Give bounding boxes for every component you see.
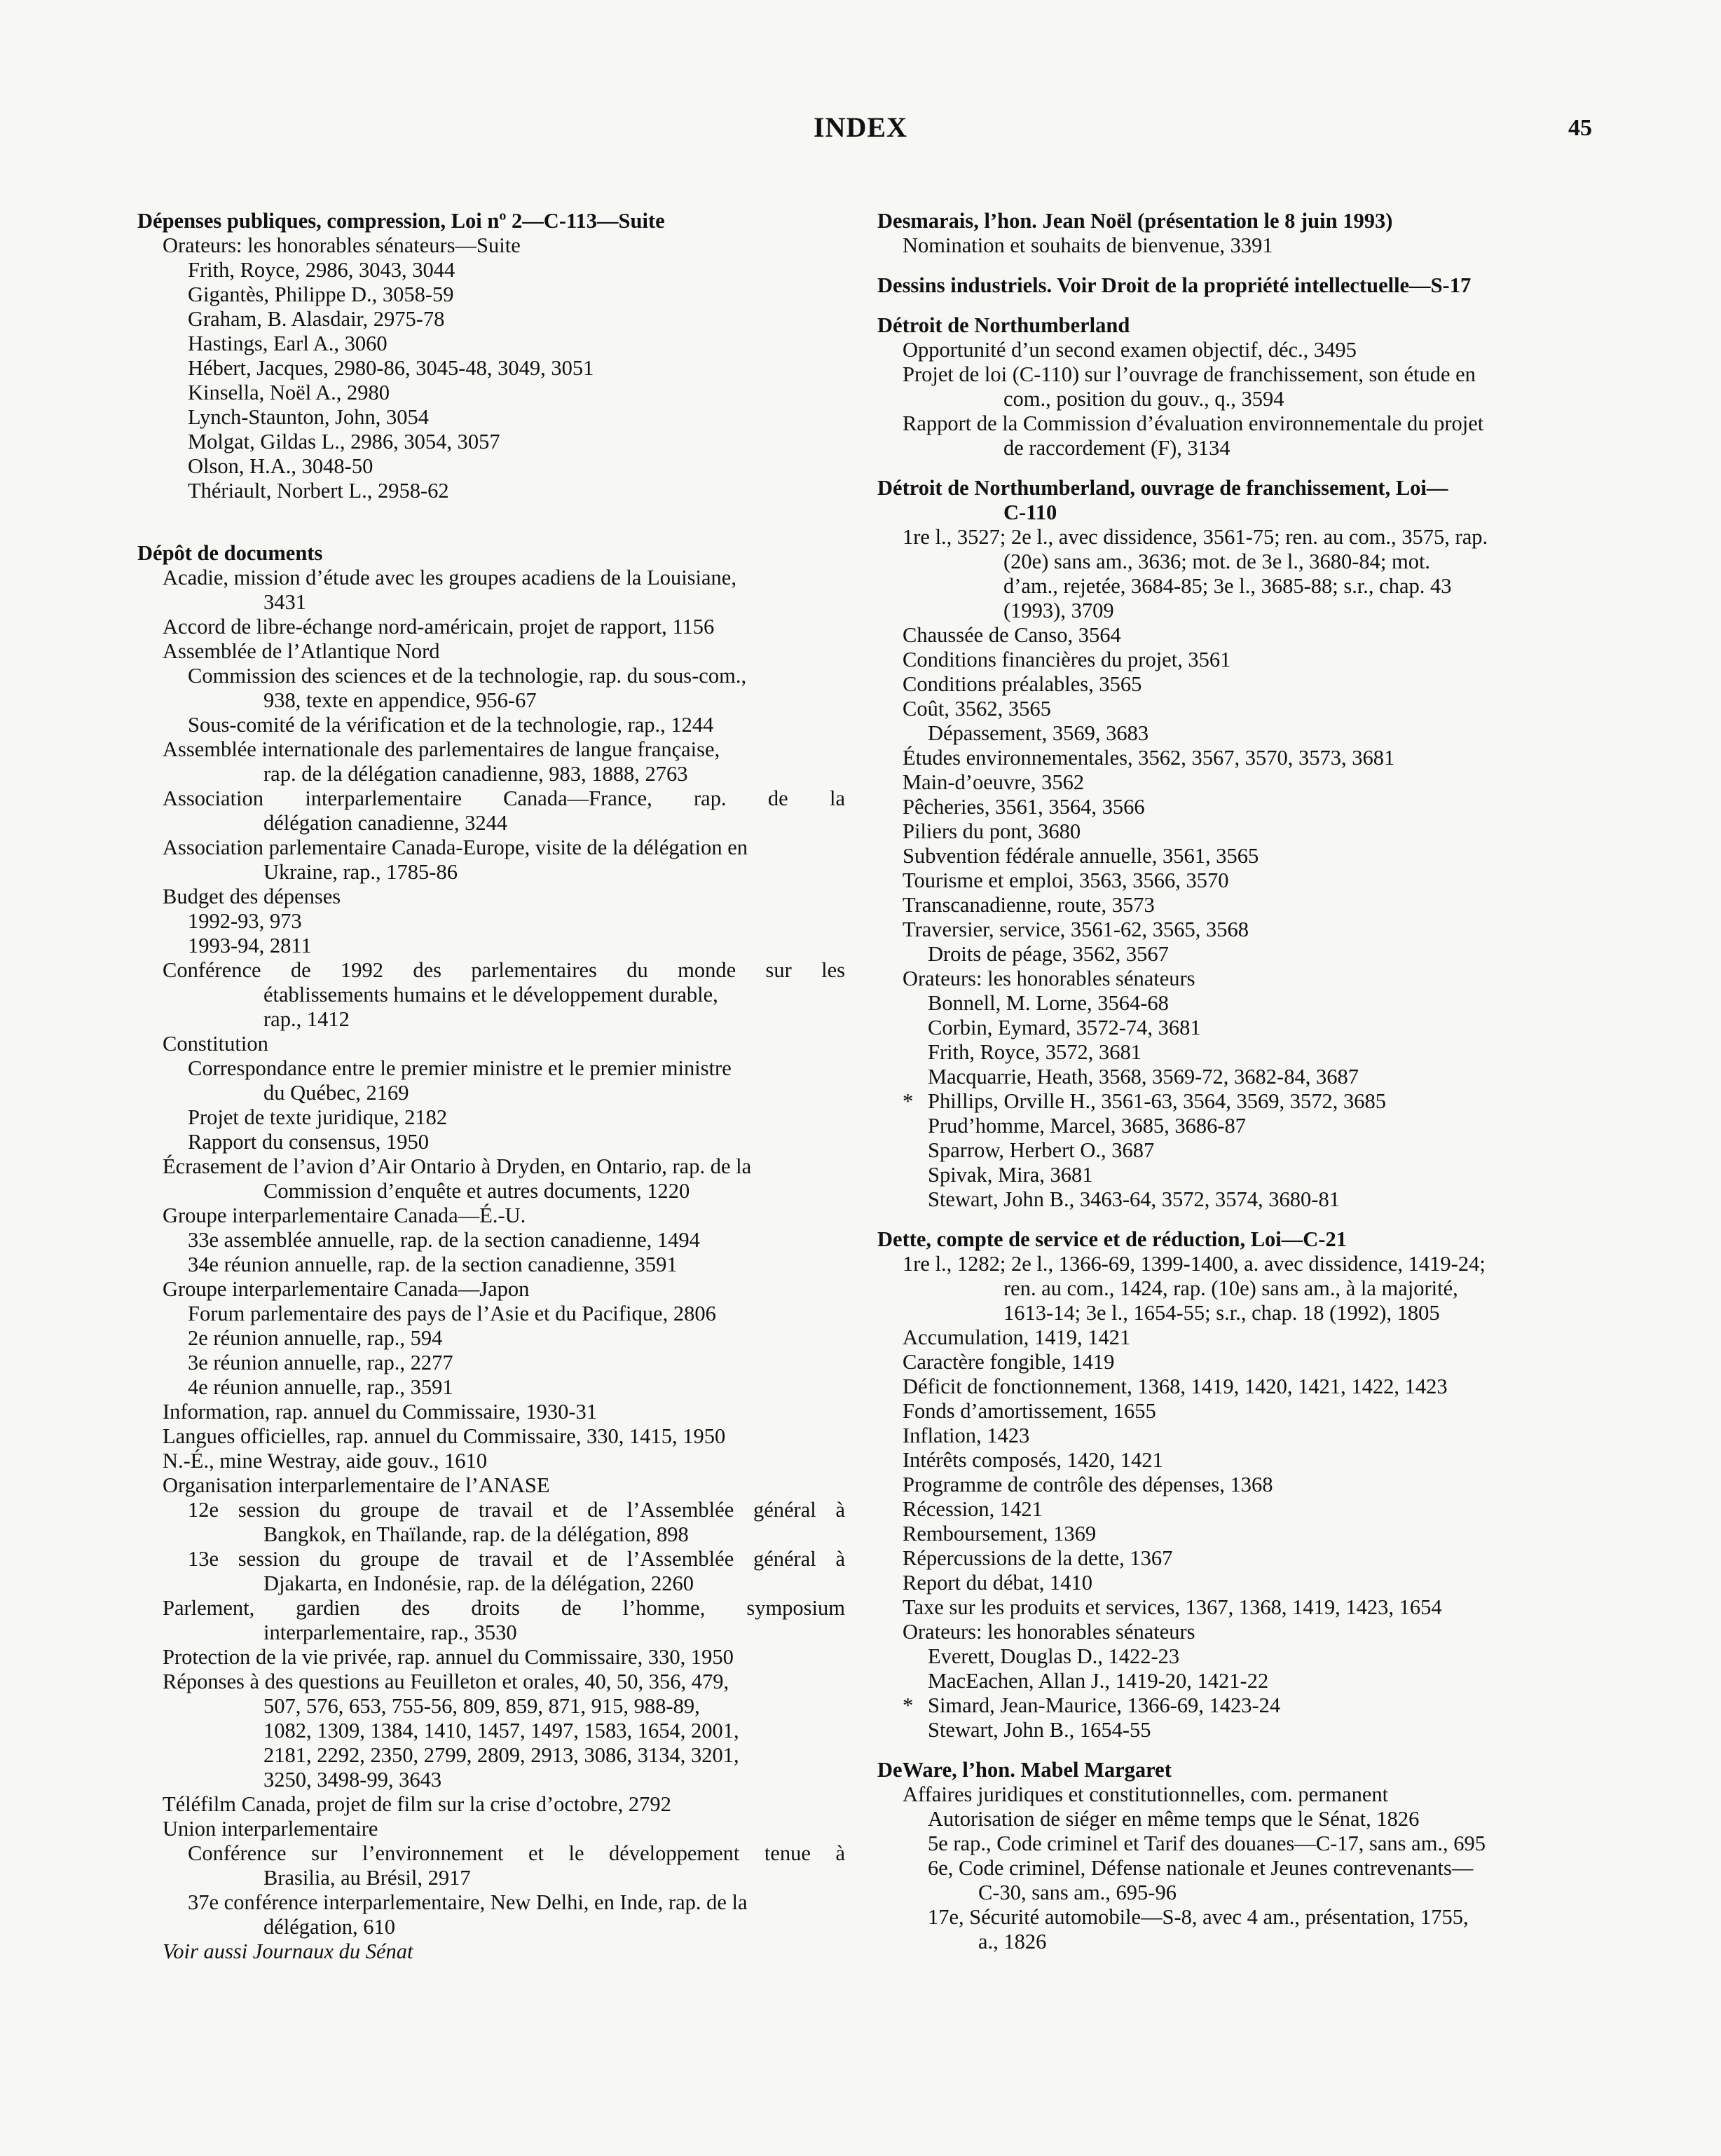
index-line: Commission d’enquête et autres documents, 1220	[263, 1179, 690, 1203]
page-number: 45	[1568, 115, 1592, 141]
index-line: 13e session du groupe de travail et de l’Assemblée général à	[188, 1547, 845, 1571]
index-line: Association interparlementaire Canada—France, rap. de la	[163, 786, 845, 810]
index-line: Graham, B. Alasdair, 2975-78	[188, 307, 445, 331]
index-line: Djakarta, en Indonésie, rap. de la délégation, 2260	[263, 1571, 694, 1595]
index-line: interparlementaire, rap., 3530	[263, 1621, 517, 1644]
index-line: Déficit de fonctionnement, 1368, 1419, 1420, 1421, 1422, 1423	[903, 1374, 1448, 1398]
index-line: Autorisation de siéger en même temps que le Sénat, 1826	[928, 1807, 1420, 1831]
index-line: Information, rap. annuel du Commissaire, 1930-31	[163, 1400, 598, 1424]
index-line: Rapport de la Commission d’évaluation environnementale du projet	[903, 411, 1484, 435]
index-line: Molgat, Gildas L., 2986, 3054, 3057	[188, 430, 500, 453]
index-line: 2181, 2292, 2350, 2799, 2809, 2913, 3086, 3134, 3201,	[263, 1743, 739, 1767]
index-line: Bangkok, en Thaïlande, rap. de la délégation, 898	[263, 1522, 689, 1546]
asterisk-marker: *	[903, 1089, 914, 1113]
index-line: Tourisme et emploi, 3563, 3566, 3570	[903, 868, 1229, 892]
index-line: Conditions financières du projet, 3561	[903, 648, 1231, 671]
index-line: 12e session du groupe de travail et de l’Assemblée général à	[188, 1498, 845, 1522]
index-line-text: Phillips, Orville H., 3561-63, 3564, 3569, 3572, 3685	[928, 1089, 1387, 1113]
index-line: Bonnell, M. Lorne, 3564-68	[928, 991, 1169, 1015]
index-line: Frith, Royce, 3572, 3681	[928, 1040, 1141, 1064]
index-line: 1992-93, 973	[188, 909, 302, 933]
index-line: rap., 1412	[263, 1007, 350, 1031]
entry-heading: Dépenses publiques, compression, Loi nº 2—C-113—Suite	[137, 209, 665, 233]
index-line: Thériault, Norbert L., 2958-62	[188, 479, 449, 503]
index-line: Nomination et souhaits de bienvenue, 3391	[903, 233, 1273, 257]
index-line: Parlement, gardien des droits de l’homme, symposium	[163, 1596, 845, 1620]
index-line: Groupe interparlementaire Canada—Japon	[163, 1277, 530, 1301]
index-line: Écrasement de l’avion d’Air Ontario à Dryden, en Ontario, rap. de la	[163, 1154, 752, 1178]
index-line: Conférence sur l’environnement et le développement tenue à	[188, 1841, 845, 1865]
index-line: C-30, sans am., 695-96	[978, 1881, 1177, 1904]
index-line: 34e réunion annuelle, rap. de la section canadienne, 3591	[188, 1253, 678, 1276]
index-line: Taxe sur les produits et services, 1367, 1368, 1419, 1423, 1654	[903, 1595, 1442, 1619]
index-line: Stewart, John B., 1654-55	[928, 1718, 1151, 1742]
index-line: Commission des sciences et de la technologie, rap. du sous-com.,	[188, 664, 747, 688]
entry-heading: C-110	[1003, 500, 1057, 524]
index-line	[877, 1089, 1602, 1114]
index-line: Conditions préalables, 3565	[903, 672, 1142, 696]
index-line: Stewart, John B., 3463-64, 3572, 3574, 3680-81	[928, 1187, 1340, 1211]
index-line: Sous-comité de la vérification et de la technologie, rap., 1244	[188, 713, 714, 737]
index-line: Accord de libre-échange nord-américain, projet de rapport, 1156	[163, 615, 715, 639]
index-line: Groupe interparlementaire Canada—É.-U.	[163, 1203, 526, 1227]
index-line: délégation canadienne, 3244	[263, 811, 508, 835]
index-line: Pêcheries, 3561, 3564, 3566	[903, 795, 1145, 819]
index-line: Spivak, Mira, 3681	[928, 1163, 1093, 1187]
right-column	[877, 209, 1602, 1954]
index-line: Protection de la vie privée, rap. annuel du Commissaire, 330, 1950	[163, 1645, 734, 1669]
index-line: 1993-94, 2811	[188, 934, 312, 957]
index-line: 3e réunion annuelle, rap., 2277	[188, 1351, 453, 1374]
entry-heading: Dépôt de documents	[137, 541, 323, 565]
entry-heading: Détroit de Northumberland, ouvrage de franchissement, Loi—	[877, 476, 1448, 500]
index-line: a., 1826	[978, 1930, 1047, 1953]
index-line: 37e conférence interparlementaire, New Delhi, en Inde, rap. de la	[188, 1890, 748, 1914]
index-line: Organisation interparlementaire de l’ANASE	[163, 1473, 550, 1497]
index-line: 4e réunion annuelle, rap., 3591	[188, 1375, 453, 1399]
index-line: Ukraine, rap., 1785-86	[263, 860, 458, 884]
index-line: Sparrow, Herbert O., 3687	[928, 1138, 1155, 1162]
index-line: rap. de la délégation canadienne, 983, 1888, 2763	[263, 762, 688, 786]
index-line: Corbin, Eymard, 3572-74, 3681	[928, 1016, 1201, 1039]
index-line: Téléfilm Canada, projet de film sur la crise d’octobre, 2792	[163, 1792, 671, 1816]
index-line: Prud’homme, Marcel, 3685, 3686-87	[928, 1114, 1247, 1138]
index-line: de raccordement (F), 3134	[1003, 436, 1230, 460]
index-line: (20e) sans am., 3636; mot. de 3e l., 3680-84; mot.	[1003, 550, 1431, 573]
index-line: Langues officielles, rap. annuel du Commissaire, 330, 1415, 1950	[163, 1424, 726, 1448]
index-line: Kinsella, Noël A., 2980	[188, 381, 390, 404]
index-line-text: Simard, Jean-Maurice, 1366-69, 1423-24	[928, 1693, 1281, 1717]
index-line: Conférence de 1992 des parlementaires du monde sur les	[163, 958, 845, 982]
index-line: 1re l., 3527; 2e l., avec dissidence, 3561-75; ren. au com., 3575, rap.	[903, 525, 1488, 549]
index-line: 6e, Code criminel, Défense nationale et Jeunes contrevenants—	[928, 1856, 1474, 1880]
page-title: INDEX	[814, 111, 907, 143]
index-line: Opportunité d’un second examen objectif, déc., 3495	[903, 338, 1357, 362]
index-line: Frith, Royce, 2986, 3043, 3044	[188, 258, 455, 282]
entry-heading: DeWare, l’hon. Mabel Margaret	[877, 1758, 1172, 1782]
index-line: 1613-14; 3e l., 1654-55; s.r., chap. 18 (1992), 1805	[1003, 1301, 1440, 1325]
index-line: 1082, 1309, 1384, 1410, 1457, 1497, 1583, 1654, 2001,	[263, 1719, 739, 1742]
index-line: Main-d’oeuvre, 3562	[903, 770, 1085, 794]
index-line: Études environnementales, 3562, 3567, 3570, 3573, 3681	[903, 746, 1395, 770]
index-line: Hastings, Earl A., 3060	[188, 332, 388, 355]
index-line: Orateurs: les honorables sénateurs	[903, 1620, 1195, 1644]
index-line: du Québec, 2169	[263, 1081, 409, 1105]
index-line: Report du débat, 1410	[903, 1571, 1093, 1595]
index-line: 3431	[263, 590, 306, 614]
index-line: Subvention fédérale annuelle, 3561, 3565	[903, 844, 1259, 868]
index-line: Inflation, 1423	[903, 1424, 1030, 1447]
index-line: Caractère fongible, 1419	[903, 1350, 1115, 1374]
index-line: Affaires juridiques et constitutionnelles, com. permanent	[903, 1782, 1389, 1806]
index-line: 1re l., 1282; 2e l., 1366-69, 1399-1400, a. avec dissidence, 1419-24;	[903, 1252, 1486, 1276]
index-line: Union interparlementaire	[163, 1817, 378, 1841]
index-line: com., position du gouv., q., 3594	[1003, 387, 1284, 411]
index-line: 507, 576, 653, 755-56, 809, 859, 871, 915, 988-89,	[263, 1694, 700, 1718]
index-line: MacEachen, Allan J., 1419-20, 1421-22	[928, 1669, 1269, 1693]
index-line: délégation, 610	[263, 1915, 396, 1939]
index-line: Projet de texte juridique, 2182	[188, 1105, 448, 1129]
index-line: Dépassement, 3569, 3683	[928, 721, 1149, 745]
index-line: 938, texte en appendice, 956-67	[263, 688, 537, 712]
asterisk-marker: *	[903, 1693, 914, 1717]
index-line: Constitution	[163, 1032, 268, 1056]
index-line: 2e réunion annuelle, rap., 594	[188, 1326, 443, 1350]
index-line: Traversier, service, 3561-62, 3565, 3568	[903, 917, 1249, 941]
index-line: 17e, Sécurité automobile—S-8, avec 4 am., présentation, 1755,	[928, 1905, 1469, 1929]
index-line: Budget des dépenses	[163, 885, 341, 908]
index-line: 5e rap., Code criminel et Tarif des douanes—C-17, sans am., 695	[928, 1831, 1486, 1855]
index-line: 3250, 3498-99, 3643	[263, 1768, 442, 1792]
index-line: N.-É., mine Westray, aide gouv., 1610	[163, 1449, 488, 1473]
index-line: Gigantès, Philippe D., 3058-59	[188, 282, 454, 306]
index-line: Récession, 1421	[903, 1497, 1043, 1521]
index-line: Coût, 3562, 3565	[903, 697, 1051, 721]
index-line: (1993), 3709	[1003, 599, 1114, 622]
index-line: d’am., rejetée, 3684-85; 3e l., 3685-88; s.r., chap. 43	[1003, 574, 1452, 598]
entry-heading: Dette, compte de service et de réduction, Loi—C-21	[877, 1227, 1347, 1251]
index-line: Orateurs: les honorables sénateurs—Suite	[163, 233, 521, 257]
index-line: Hébert, Jacques, 2980-86, 3045-48, 3049, 3051	[188, 356, 594, 380]
index-line: 33e assemblée annuelle, rap. de la section canadienne, 1494	[188, 1228, 700, 1252]
entry-heading: Desmarais, l’hon. Jean Noël (présentation le 8 juin 1993)	[877, 209, 1393, 233]
left-column	[137, 209, 845, 1964]
index-line: Accumulation, 1419, 1421	[903, 1325, 1131, 1349]
see-also-line: Voir aussi Journaux du Sénat	[163, 1939, 413, 1963]
index-line: établissements humains et le développement durable,	[263, 983, 718, 1007]
index-line: Droits de péage, 3562, 3567	[928, 942, 1169, 966]
index-line	[877, 1693, 1602, 1718]
index-line: Rapport du consensus, 1950	[188, 1130, 429, 1154]
index-line: Brasilia, au Brésil, 2917	[263, 1866, 471, 1890]
index-line: Répercussions de la dette, 1367	[903, 1546, 1173, 1570]
index-line: Association parlementaire Canada-Europe, visite de la délégation en	[163, 835, 748, 859]
page-header	[0, 111, 1721, 146]
index-line: Programme de contrôle des dépenses, 1368	[903, 1473, 1273, 1496]
entry-heading: Dessins industriels. Voir Droit de la propriété intellectuelle—S-17	[877, 273, 1472, 297]
index-line: Acadie, mission d’étude avec les groupes acadiens de la Louisiane,	[163, 566, 736, 589]
index-line: Orateurs: les honorables sénateurs	[903, 967, 1195, 990]
entry-heading: Détroit de Northumberland	[877, 313, 1130, 337]
index-line: Projet de loi (C-110) sur l’ouvrage de franchissement, son étude en	[903, 362, 1476, 386]
index-line: Lynch-Staunton, John, 3054	[188, 405, 429, 429]
index-line: Remboursement, 1369	[903, 1522, 1097, 1546]
index-line: Piliers du pont, 3680	[903, 819, 1081, 843]
index-line: Transcanadienne, route, 3573	[903, 893, 1155, 917]
index-line: Assemblée de l’Atlantique Nord	[163, 639, 440, 663]
index-line: Everett, Douglas D., 1422-23	[928, 1644, 1180, 1668]
index-line: Correspondance entre le premier ministre et le premier ministre	[188, 1056, 732, 1080]
index-line: Assemblée internationale des parlementaires de langue française,	[163, 737, 720, 761]
index-line: Réponses à des questions au Feuilleton et orales, 40, 50, 356, 479,	[163, 1670, 729, 1693]
index-line: ren. au com., 1424, rap. (10e) sans am., à la majorité,	[1003, 1276, 1458, 1300]
index-line: Chaussée de Canso, 3564	[903, 623, 1121, 647]
index-line: Fonds d’amortissement, 1655	[903, 1399, 1156, 1423]
index-line: Forum parlementaire des pays de l’Asie et du Pacifique, 2806	[188, 1302, 716, 1325]
index-line: Olson, H.A., 3048-50	[188, 454, 373, 478]
index-line: Macquarrie, Heath, 3568, 3569-72, 3682-84, 3687	[928, 1065, 1359, 1089]
index-line: Intérêts composés, 1420, 1421	[903, 1448, 1163, 1472]
